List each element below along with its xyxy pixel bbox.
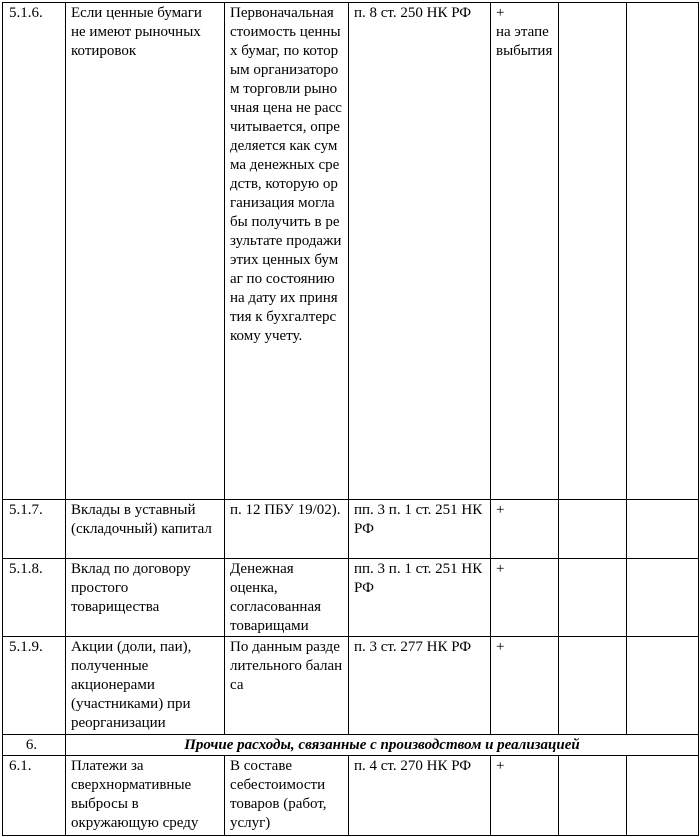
empty-cell: [559, 637, 627, 735]
row-name: Платежи за сверхнормативные выбросы в окружающую среду: [66, 756, 225, 836]
table-row: [3, 559, 699, 637]
row-value: п. 12 ПБУ 19/02).: [225, 500, 349, 559]
empty-cell: [559, 500, 627, 559]
row-name: Вклад по договору простого товарищества: [66, 559, 225, 637]
row-basis: п. 3 ст. 277 НК РФ: [349, 637, 491, 735]
empty-cell: [627, 756, 699, 836]
section-number: 6.: [3, 735, 66, 756]
empty-cell: [627, 3, 699, 500]
row-mark: +: [491, 559, 559, 637]
row-number: 5.1.6.: [3, 3, 66, 500]
empty-cell: [627, 637, 699, 735]
empty-cell: [559, 559, 627, 637]
empty-cell: [559, 756, 627, 836]
table-row: [3, 637, 699, 735]
section-header-row: [3, 735, 699, 756]
table-row: [3, 500, 699, 559]
empty-cell: [627, 559, 699, 637]
row-mark: +: [491, 756, 559, 836]
row-basis: п. 8 ст. 250 НК РФ: [349, 3, 491, 500]
row-basis: п. 4 ст. 270 НК РФ: [349, 756, 491, 836]
row-mark: +: [491, 637, 559, 735]
row-number: 6.1.: [3, 756, 66, 836]
row-name: Если ценные бумаги не имеют рыночных котировок: [66, 3, 225, 500]
row-mark: + на этапе выбытия: [491, 3, 559, 500]
row-basis: пп. 3 п. 1 ст. 251 НК РФ: [349, 559, 491, 637]
row-name: Акции (доли, паи), полученные акционерами (участниками) при реорганизации: [66, 637, 225, 735]
row-mark: +: [491, 500, 559, 559]
row-value: Денежная оценка, согласованная товарищами: [225, 559, 349, 637]
empty-cell: [559, 3, 627, 500]
row-number: 5.1.8.: [3, 559, 66, 637]
tax-accounting-table: [2, 2, 699, 836]
row-name: Вклады в уставный (складочный) капитал: [66, 500, 225, 559]
row-number: 5.1.9.: [3, 637, 66, 735]
empty-cell: [627, 500, 699, 559]
row-value: Первоначальная стоимость ценных бумаг, по которым организатором торговли рыночная цена не рассчитывается, определяется как сумма денежных средств, которую организация могла бы получить в результате продажи этих ценных бумаг по состоянию на дату их принятия к бухгалтерскому учету.: [225, 3, 349, 500]
row-basis: пп. 3 п. 1 ст. 251 НК РФ: [349, 500, 491, 559]
row-value: В составе себестоимости товаров (работ, услуг): [225, 756, 349, 836]
row-value: По данным разделительного баланса: [225, 637, 349, 735]
table-row: [3, 756, 699, 836]
table-row: [3, 3, 699, 500]
section-title: Прочие расходы, связанные с производством и реализацией: [66, 735, 699, 756]
row-number: 5.1.7.: [3, 500, 66, 559]
